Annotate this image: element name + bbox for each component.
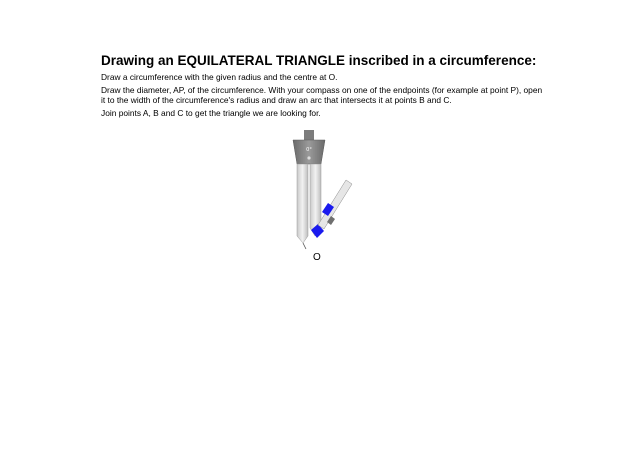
page-title: Drawing an EQUILATERAL TRIANGLE inscribed in a circumference: (101, 53, 537, 68)
instruction-step-3: Join points A, B and C to get the triangle we are looking for. (101, 107, 321, 118)
instruction-step-1: Draw a circumference with the given radius and the centre at O. (101, 72, 338, 82)
compass-hinge-icon (307, 156, 310, 159)
compass-needle-tip (303, 243, 306, 249)
pencil[interactable] (318, 180, 352, 229)
compass-needle-leg[interactable] (297, 164, 308, 243)
compass-tool[interactable] (284, 130, 364, 250)
instruction-step-2: Draw the diameter, AP, of the circumference. With your compass on one of the endpoints (for example at point P), open it to the width of the circumference's radius and draw an arc that intersects it at points B and C. (101, 84, 543, 106)
compass-knob[interactable] (304, 130, 314, 140)
point-o-label: O (313, 252, 321, 263)
compass-angle-readout: 0° (306, 147, 312, 153)
instructions (101, 72, 546, 120)
